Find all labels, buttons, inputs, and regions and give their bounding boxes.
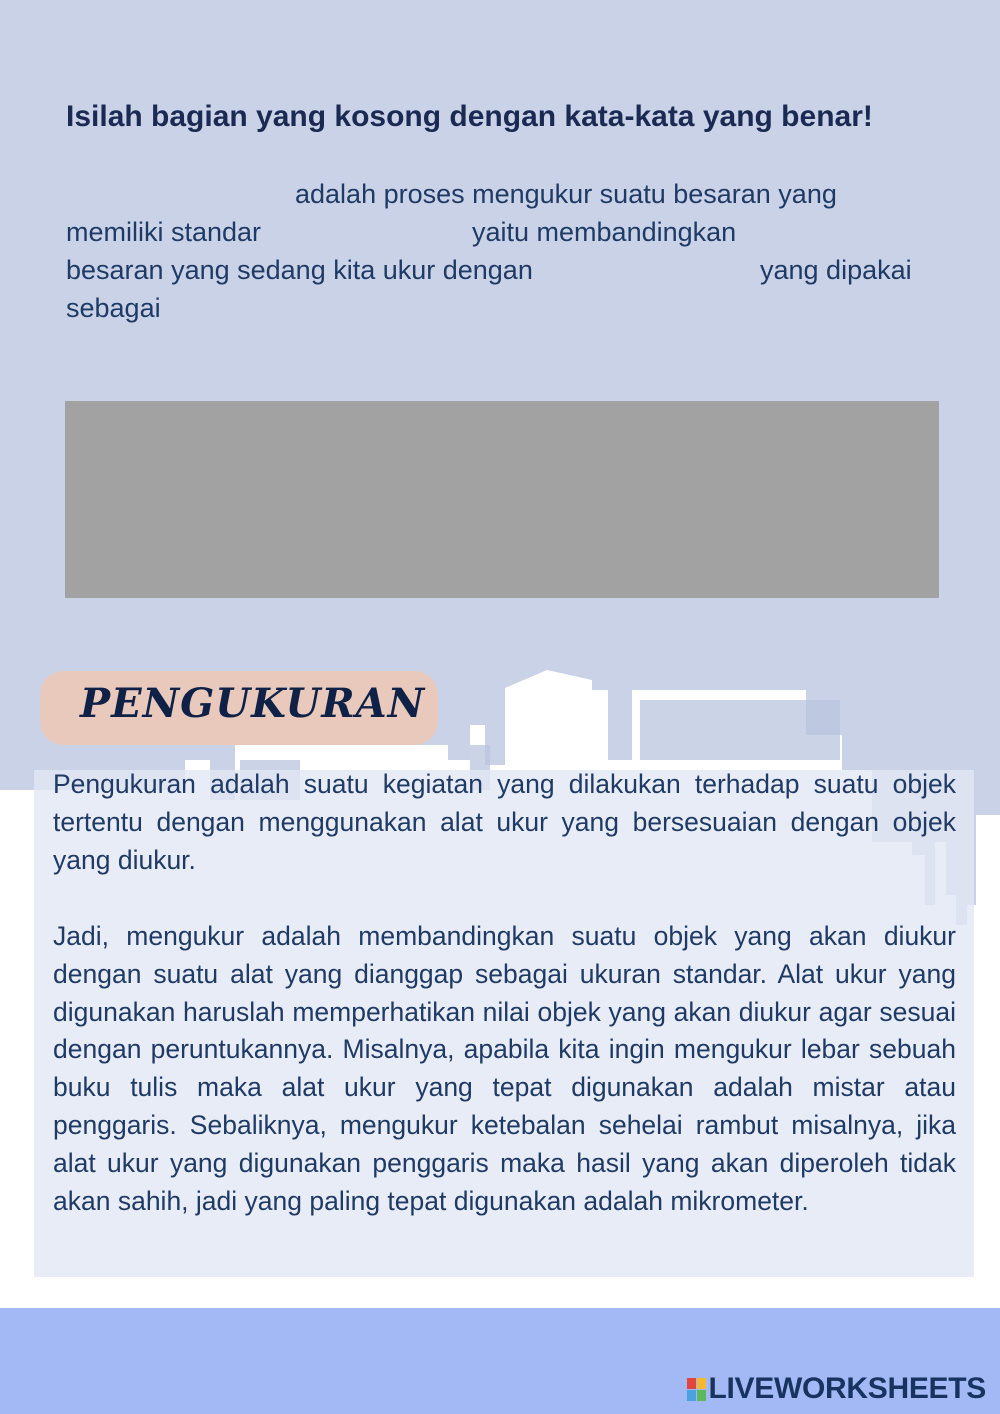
fill-line-3a: besaran yang sedang kita ukur dengan (66, 255, 533, 285)
fill-line-4a: sebagai (66, 293, 161, 323)
blank-4-input[interactable] (176, 291, 476, 323)
blank-1-input[interactable] (66, 177, 288, 209)
answer-box[interactable] (65, 401, 939, 598)
fill-line-3b: yang dipakai (760, 255, 912, 285)
fill-line-2b: yaitu membandingkan (472, 217, 737, 247)
liveworksheets-brand[interactable] (687, 1372, 987, 1406)
section-title: PENGUKURAN (80, 680, 426, 727)
instruction-heading: Isilah bagian yang kosong dengan kata-kata yang benar! (66, 100, 873, 133)
fill-line-2a: memiliki standar (66, 217, 262, 247)
blank-3-input[interactable] (581, 253, 753, 285)
paragraph-2: Jadi, mengukur adalah membandingkan suatu objek yang akan diukur dengan suatu alat yang dianggap sebagai ukuran standar. Alat ukur yang digunakan haruslah memperhatikan nilai objek yang akan diukur agar sesuai dengan peruntukannya. Misalnya, apabila kita ingin mengukur lebar sebuah buku tulis maka alat ukur yang tepat digunakan adalah mistar atau penggaris. Sebaliknya, mengukur ketebalan sehelai rambut misalnya, jika alat ukur yang digunakan penggaris maka hasil yang akan diperoleh tidak akan sahih, jadi yang paling tepat digunakan adalah mikrometer. (53, 921, 956, 1216)
paragraph-1: Pengukuran adalah suatu kegiatan yang dilakukan terhadap suatu objek tertentu dengan menggunakan alat ukur yang bersesuaian dengan objek yang diukur. (53, 769, 956, 875)
brand-name: LIVEWORKSHEETS (708, 1372, 986, 1405)
blank-2-input[interactable] (286, 215, 468, 247)
liveworksheets-logo-icon (687, 1378, 706, 1401)
fill-line-1: adalah proses mengukur suatu besaran yang (295, 179, 837, 209)
